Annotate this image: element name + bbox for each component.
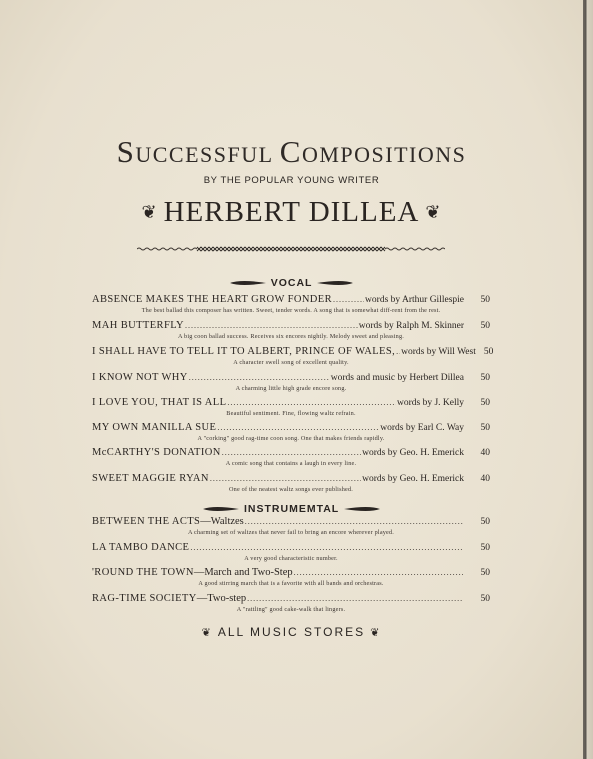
price: 50 <box>480 373 490 383</box>
price: 50 <box>480 321 490 331</box>
description: The best ballad this composer has written. Sweet, tender words. A song that is somewhat diff-rent from the rest. <box>141 307 441 314</box>
description: A big coon ballad success. Receives six encores nightly. Melody sweet and pleasing. <box>177 333 404 340</box>
byline: BY THE POPULAR YOUNG WRITER <box>203 175 380 186</box>
swash-left-icon <box>229 279 267 287</box>
list-item: I KNOW NOT WHY ..... words and music by Herbert Dillea 50 A charming little high grade encore song. <box>92 372 490 386</box>
description: A "corking" good rag-time coon song. One that makes friends rapidly. <box>197 435 385 442</box>
description: A character swell song of excellent quality. <box>233 359 349 366</box>
description: A "rattling" good cake-walk that lingers. <box>236 606 346 613</box>
decorative-rule <box>137 244 445 254</box>
list-item: SWEET MAGGIE RYAN ..... words by Geo. H. Emerick 40 One of the neatest waltz songs ever published. <box>92 473 490 487</box>
description: A charming set of waltzes that never fail to bring an encore wherever played. <box>187 529 395 536</box>
price: 50 <box>480 517 490 527</box>
list-item: 'ROUND THE TOWN —March and Two-Step ..... 50 A good stirring march that is a favorite with all bands and orchestras. <box>92 567 490 581</box>
composer-heading <box>0 196 583 229</box>
description: Beautiful sentiment. Fine, flowing waltz refrain. <box>226 410 356 417</box>
list-item: LA TAMBO DANCE ..... 50 A very good characteristic number. <box>92 542 490 556</box>
description: One of the neatest waltz songs ever published. <box>229 486 353 493</box>
price: 40 <box>480 474 490 484</box>
price: 40 <box>480 448 490 458</box>
list-item: ABSENCE MAKES THE HEART GROW FONDER ..... words by Arthur Gillespie 50 The best ballad this composer has written. Sweet, tender words. A song that is somewhat diff-rent from the rest. <box>92 294 490 308</box>
page-edge <box>583 0 593 759</box>
composer-name: HERBERT DILLEA <box>163 196 420 228</box>
swash-left-icon <box>202 505 240 513</box>
description: A good stirring march that is a favorite with all bands and orchestras. <box>198 580 384 587</box>
list-item: MY OWN MANILLA SUE ..... words by Earl C. Way 50 A "corking" good rag-time coon song. One that makes friends rapidly. <box>92 422 490 436</box>
price: 50 <box>480 594 490 604</box>
list-item: MAH BUTTERFLY ..... words by Ralph M. Skinner 50 A big coon ballad success. Receives six encores nightly. Melody sweet and pleasing. <box>92 320 490 334</box>
instrumental-heading: INSTRUMEMTAL <box>0 503 583 515</box>
description: A charming little high grade encore song. <box>235 385 347 392</box>
price: 50 <box>480 423 490 433</box>
description: A very good characteristic number. <box>244 555 338 562</box>
price: 50 <box>483 347 494 357</box>
price: 50 <box>480 568 490 578</box>
list-item: I SHALL HAVE TO TELL IT TO ALBERT, PRINCE OF WALES, ..... words by Will West 50 A character swell song of excellent quality. <box>92 346 490 360</box>
list-item: RAG-TIME SOCIETY —Two-step ..... 50 A "rattling" good cake-walk that lingers. <box>92 593 490 607</box>
list-item: I LOVE YOU, THAT IS ALL ..... words by J. Kelly 50 Beautiful sentiment. Fine, flowing waltz refrain. <box>92 397 490 411</box>
swash-right-icon <box>343 505 381 513</box>
leaf-ornament-icon: ❦ <box>141 202 158 222</box>
swash-right-icon <box>316 279 354 287</box>
price: 50 <box>480 398 490 408</box>
leaf-ornament-icon: ❦ <box>425 202 442 222</box>
leaf-ornament-icon: ❦ <box>201 627 213 639</box>
vocal-heading: VOCAL <box>0 277 583 289</box>
list-item: McCARTHY'S DONATION ..... words by Geo. H. Emerick 40 A comic song that contains a laugh in every line. <box>92 447 490 461</box>
description: A comic song that contains a laugh in every line. <box>225 460 357 467</box>
leaf-ornament-icon: ❦ <box>370 627 382 639</box>
list-item: BETWEEN THE ACTS —Waltzes ..... 50 A charming set of waltzes that never fail to bring an encore wherever played. <box>92 516 490 530</box>
price: 50 <box>480 295 490 305</box>
footer-tagline: ❦ ALL MUSIC STORES ❦ <box>201 625 382 639</box>
price: 50 <box>480 543 490 553</box>
page-title: SUCCESSFUL COMPOSITIONS <box>116 134 467 169</box>
